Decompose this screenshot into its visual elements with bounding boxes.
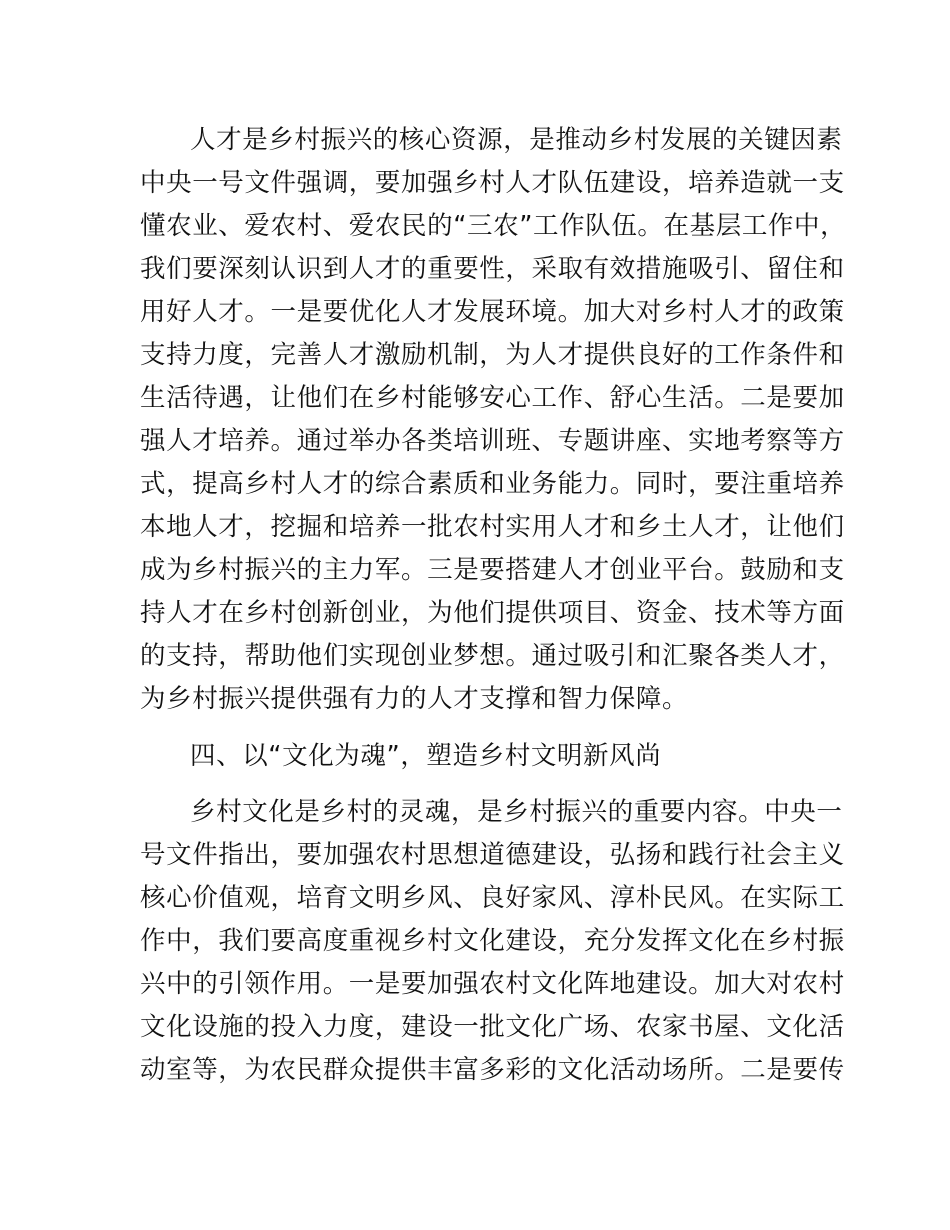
paragraph-line: 本地人才，挖掘和培养一批农村实用人才和乡土人才，让他们 xyxy=(140,512,845,542)
section-heading: 四、以“文化为魂”，塑造乡村文明新风尚 xyxy=(190,741,662,771)
paragraph-line: 成为乡村振兴的主力军。三是要搭建人才创业平台。鼓励和支 xyxy=(140,555,845,585)
paragraph-line: 懂农业、爱农村、爱农民的“三农”工作队伍。在基层工作中， xyxy=(140,211,847,241)
paragraph-line: 我们要深刻认识到人才的重要性，采取有效措施吸引、留住和 xyxy=(140,254,845,284)
paragraph-line: 持人才在乡村创新创业，为他们提供项目、资金、技术等方面 xyxy=(140,598,845,628)
paragraph-line: 为乡村振兴提供强有力的人才支撑和智力保障。 xyxy=(140,684,689,714)
paragraph-line: 强人才培养。通过举办各类培训班、专题讲座、实地考察等方 xyxy=(140,426,845,456)
paragraph-line: 作中，我们要高度重视乡村文化建设，充分发挥文化在乡村振 xyxy=(140,926,845,956)
paragraph-line: 号文件指出，要加强农村思想道德建设，弘扬和践行社会主义 xyxy=(140,840,845,870)
paragraph-line: 的支持，帮助他们实现创业梦想。通过吸引和汇聚各类人才， xyxy=(140,641,845,671)
paragraph-line: 人才是乡村振兴的核心资源，是推动乡村发展的关键因素 xyxy=(190,125,843,155)
paragraph-line: 乡村文化是乡村的灵魂，是乡村振兴的重要内容。中央一 xyxy=(190,797,843,827)
paragraph-line: 生活待遇，让他们在乡村能够安心工作、舒心生活。二是要加 xyxy=(140,383,845,413)
paragraph-line: 动室等，为农民群众提供丰富多彩的文化活动场所。二是要传 xyxy=(140,1055,845,1085)
paragraph-line: 用好人才。一是要优化人才发展环境。加大对乡村人才的政策 xyxy=(140,297,845,327)
paragraph-line: 核心价值观，培育文明乡风、良好家风、淳朴民风。在实际工 xyxy=(140,883,845,913)
paragraph-line: 兴中的引领作用。一是要加强农村文化阵地建设。加大对农村 xyxy=(140,969,845,999)
paragraph-line: 支持力度，完善人才激励机制，为人才提供良好的工作条件和 xyxy=(140,340,845,370)
paragraph-line: 中央一号文件强调，要加强乡村人才队伍建设，培养造就一支 xyxy=(140,168,845,198)
paragraph-line: 式，提高乡村人才的综合素质和业务能力。同时，要注重培养 xyxy=(140,469,845,499)
paragraph-line: 文化设施的投入力度，建设一批文化广场、农家书屋、文化活 xyxy=(140,1012,845,1042)
